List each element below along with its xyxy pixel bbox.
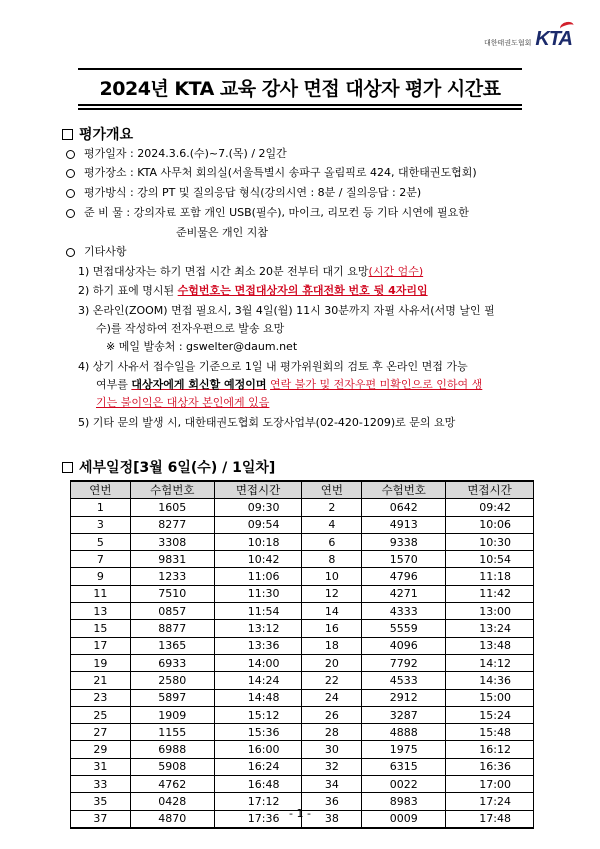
interview-time-cell: 15:12 (214, 706, 302, 723)
seq-cell: 18 (302, 637, 362, 654)
interview-time-cell: 13:12 (214, 620, 302, 637)
seq-cell: 38 (302, 810, 362, 828)
overview-item-label: 평가장소 (84, 166, 127, 179)
exam-number-cell: 2912 (362, 689, 446, 706)
table-row (71, 758, 534, 775)
exam-number-cell: 8877 (130, 620, 214, 637)
exam-number-cell: 0642 (362, 499, 446, 516)
note-2-text: 2) 하기 표에 명시된 (78, 284, 178, 297)
overview-item-supplies: 준 비 물 : 강의자료 포함 개인 USB(필수), 마이크, 리모컨 등 기타 시연에 필요한 (66, 205, 469, 221)
schedule-heading (62, 457, 275, 477)
overview-item-label: 평가방식 (84, 186, 127, 199)
header-cell: 수험번호 (362, 481, 446, 499)
interview-time-cell: 09:54 (214, 516, 302, 533)
exam-number-cell: 4913 (362, 516, 446, 533)
exam-number-cell: 0022 (362, 776, 446, 793)
misc-heading-text: 기타사항 (84, 245, 127, 258)
circle-bullet-icon (66, 150, 75, 159)
interview-time-cell: 15:24 (446, 706, 534, 723)
interview-time-cell: 16:48 (214, 776, 302, 793)
header-cell: 연번 (302, 481, 362, 499)
interview-time-cell: 13:00 (446, 603, 534, 620)
overview-heading (62, 124, 133, 144)
seq-cell: 11 (71, 585, 131, 602)
exam-number-cell: 4796 (362, 568, 446, 585)
note-4-bold: 대상자에게 회신할 예정이며 (131, 378, 267, 391)
interview-time-cell: 14:36 (446, 672, 534, 689)
interview-time-cell: 11:06 (214, 568, 302, 585)
table-row (71, 706, 534, 723)
seq-cell: 16 (302, 620, 362, 637)
interview-time-cell: 17:12 (214, 793, 302, 810)
exam-number-cell: 9338 (362, 533, 446, 550)
interview-time-cell: 10:06 (446, 516, 534, 533)
seq-cell: 10 (302, 568, 362, 585)
interview-time-cell: 09:30 (214, 499, 302, 516)
seq-cell: 36 (302, 793, 362, 810)
exam-number-cell: 8277 (130, 516, 214, 533)
interview-time-cell: 16:12 (446, 741, 534, 758)
circle-bullet-icon (66, 189, 75, 198)
overview-item-value: 강의자료 포함 개인 USB(필수), 마이크, 리모컨 등 기타 시연에 필요한 (133, 206, 469, 219)
note-5-text: 5) 기타 문의 발생 시, 대한태권도협회 도장사업부(02-420-1209)로 문의 요망 (78, 416, 456, 429)
exam-number-cell: 4333 (362, 603, 446, 620)
exam-number-cell: 5908 (130, 758, 214, 775)
exam-number-cell: 1365 (130, 637, 214, 654)
exam-number-cell: 4096 (362, 637, 446, 654)
exam-number-cell: 0428 (130, 793, 214, 810)
schedule-table (70, 480, 534, 829)
page-title: 2024년 KTA 교육 강사 면접 대상자 평가 시간표 (99, 77, 501, 100)
note-1-text: 1) 면접대상자는 하기 면접 시간 최소 20분 전부터 대기 요망 (78, 265, 369, 278)
seq-cell: 1 (71, 499, 131, 516)
note-2 (78, 282, 548, 300)
interview-time-cell: 16:00 (214, 741, 302, 758)
seq-cell: 7 (71, 551, 131, 568)
seq-cell: 9 (71, 568, 131, 585)
circle-bullet-icon (66, 209, 75, 218)
exam-number-cell: 4271 (362, 585, 446, 602)
overview-item-label: 준 비 물 (84, 206, 123, 219)
seq-cell: 24 (302, 689, 362, 706)
exam-number-cell: 4888 (362, 724, 446, 741)
seq-cell: 13 (71, 603, 131, 620)
seq-cell: 33 (71, 776, 131, 793)
circle-bullet-icon (66, 248, 75, 257)
square-bullet-icon (62, 462, 73, 473)
seq-cell: 19 (71, 654, 131, 671)
exam-number-cell: 3308 (130, 533, 214, 550)
note-3-text: 3) 온라인(ZOOM) 면접 필요시, 3월 4일(월) 11시 30분까지 자필 사유서(서명 날인 필 (78, 304, 495, 317)
interview-time-cell: 13:48 (446, 637, 534, 654)
logo-mark (535, 28, 572, 51)
seq-cell: 14 (302, 603, 362, 620)
exam-number-cell: 1570 (362, 551, 446, 568)
table-row (71, 637, 534, 654)
exam-number-cell: 1155 (130, 724, 214, 741)
interview-time-cell: 14:12 (446, 654, 534, 671)
seq-cell: 6 (302, 533, 362, 550)
exam-number-cell: 9831 (130, 551, 214, 568)
interview-time-cell: 10:42 (214, 551, 302, 568)
interview-time-cell: 10:18 (214, 533, 302, 550)
interview-time-cell: 16:36 (446, 758, 534, 775)
note-4-text: 4) 상기 사유서 접수일을 기준으로 1일 내 평가위원회의 검토 후 온라인 면접 가능 (78, 360, 468, 373)
interview-time-cell: 15:36 (214, 724, 302, 741)
table-row (71, 689, 534, 706)
table-row (71, 499, 534, 516)
interview-time-cell: 14:48 (214, 689, 302, 706)
seq-cell: 32 (302, 758, 362, 775)
exam-number-cell: 6315 (362, 758, 446, 775)
overview-heading-text: 평가개요 (79, 127, 134, 143)
table-row (71, 776, 534, 793)
header-cell: 연번 (71, 481, 131, 499)
seq-cell: 20 (302, 654, 362, 671)
seq-cell: 37 (71, 810, 131, 828)
interview-time-cell: 11:54 (214, 603, 302, 620)
interview-time-cell: 17:48 (446, 810, 534, 828)
logo-swoosh-icon (559, 20, 575, 33)
interview-time-cell: 10:54 (446, 551, 534, 568)
seq-cell: 4 (302, 516, 362, 533)
interview-time-cell: 13:24 (446, 620, 534, 637)
note-4-red-cont: 기는 불이익은 대상자 본인에게 있음 (96, 396, 270, 409)
interview-time-cell: 11:42 (446, 585, 534, 602)
interview-time-cell: 11:30 (214, 585, 302, 602)
schedule-table-body (71, 499, 534, 828)
exam-number-cell: 4762 (130, 776, 214, 793)
table-row (71, 741, 534, 758)
note-1-emphasis: (시간 엄수) (368, 265, 424, 278)
note-5 (78, 414, 548, 432)
exam-number-cell: 8983 (362, 793, 446, 810)
note-4 (78, 358, 548, 412)
note-3-email: ※ 메일 발송처 : gswelter@daum.net (106, 340, 298, 353)
seq-cell: 26 (302, 706, 362, 723)
exam-number-cell: 6933 (130, 654, 214, 671)
seq-cell: 25 (71, 706, 131, 723)
title-box (78, 68, 522, 106)
schedule-heading-text: 세부일정[3월 6일(수) / 1일차] (79, 460, 276, 476)
circle-bullet-icon (66, 169, 75, 178)
interview-time-cell: 09:42 (446, 499, 534, 516)
seq-cell: 3 (71, 516, 131, 533)
seq-cell: 28 (302, 724, 362, 741)
overview-item-value: 2024.3.6.(수)~7.(목) / 2일간 (137, 147, 287, 160)
square-bullet-icon (62, 129, 73, 140)
overview-item-value: KTA 사무처 회의실(서울특별시 송파구 올림픽로 424, 대한태권도협회) (137, 166, 477, 179)
interview-time-cell: 16:24 (214, 758, 302, 775)
interview-time-cell: 10:30 (446, 533, 534, 550)
overview-item-date: 평가일자 : 2024.3.6.(수)~7.(목) / 2일간 (66, 146, 287, 162)
exam-number-cell: 1605 (130, 499, 214, 516)
seq-cell: 17 (71, 637, 131, 654)
interview-time-cell: 15:48 (446, 724, 534, 741)
overview-item-place: 평가장소 : KTA 사무처 회의실(서울특별시 송파구 올림픽로 424, 대한태권도협회) (66, 165, 477, 181)
table-row (71, 516, 534, 533)
note-3-cont: 수)를 작성하여 전자우편으로 발송 요망 (96, 322, 285, 335)
exam-number-cell: 6988 (130, 741, 214, 758)
note-4-red: 연락 불가 및 전자우편 미확인으로 인하여 생 (270, 378, 483, 391)
page-number: - 1 - (289, 807, 311, 820)
seq-cell: 35 (71, 793, 131, 810)
misc-heading (66, 244, 127, 260)
interview-time-cell: 11:18 (446, 568, 534, 585)
exam-number-cell: 4533 (362, 672, 446, 689)
seq-cell: 12 (302, 585, 362, 602)
exam-number-cell: 3287 (362, 706, 446, 723)
note-3 (78, 302, 548, 356)
table-row (71, 585, 534, 602)
overview-item-method: 평가방식 : 강의 PT 및 질의응답 형식(강의시연 : 8분 / 질의응답 : 2분) (66, 185, 421, 201)
seq-cell: 22 (302, 672, 362, 689)
exam-number-cell: 5897 (130, 689, 214, 706)
seq-cell: 34 (302, 776, 362, 793)
exam-number-cell: 7792 (362, 654, 446, 671)
seq-cell: 8 (302, 551, 362, 568)
table-row (71, 603, 534, 620)
header-cell: 면접시간 (214, 481, 302, 499)
interview-time-cell: 14:00 (214, 654, 302, 671)
logo-mark-text: KTA (535, 28, 572, 50)
table-row (71, 620, 534, 637)
seq-cell: 5 (71, 533, 131, 550)
seq-cell: 30 (302, 741, 362, 758)
exam-number-cell: 1909 (130, 706, 214, 723)
overview-item-value-cont: 준비물은 개인 지참 (176, 226, 269, 239)
table-row (71, 654, 534, 671)
header-cell: 수험번호 (130, 481, 214, 499)
table-header-row (71, 481, 534, 499)
interview-time-cell: 15:00 (446, 689, 534, 706)
exam-number-cell: 0857 (130, 603, 214, 620)
interview-time-cell: 17:24 (446, 793, 534, 810)
table-row (71, 551, 534, 568)
seq-cell: 21 (71, 672, 131, 689)
interview-time-cell: 17:00 (446, 776, 534, 793)
seq-cell: 15 (71, 620, 131, 637)
exam-number-cell: 1233 (130, 568, 214, 585)
exam-number-cell: 0009 (362, 810, 446, 828)
overview-item-supplies-cont (176, 225, 268, 241)
interview-time-cell: 17:36 (214, 810, 302, 828)
overview-item-label: 평가일자 (84, 147, 127, 160)
seq-cell: 29 (71, 741, 131, 758)
seq-cell: 27 (71, 724, 131, 741)
note-1 (78, 263, 548, 281)
seq-cell: 23 (71, 689, 131, 706)
seq-cell: 31 (71, 758, 131, 775)
table-row (71, 533, 534, 550)
interview-time-cell: 14:24 (214, 672, 302, 689)
overview-item-value: 강의 PT 및 질의응답 형식(강의시연 : 8분 / 질의응답 : 2분) (137, 186, 422, 199)
interview-time-cell: 13:36 (214, 637, 302, 654)
note-4-text-b: 여부를 (96, 378, 132, 391)
exam-number-cell: 1975 (362, 741, 446, 758)
table-row (71, 672, 534, 689)
table-row (71, 568, 534, 585)
exam-number-cell: 4870 (130, 810, 214, 828)
exam-number-cell: 5559 (362, 620, 446, 637)
header-cell: 면접시간 (446, 481, 534, 499)
logo-org-text: 대한태권도협회 (484, 39, 532, 47)
kta-logo (484, 28, 572, 51)
exam-number-cell: 7510 (130, 585, 214, 602)
table-row (71, 724, 534, 741)
note-2-emphasis: 수험번호는 면접대상자의 휴대전화 번호 뒷 4자리임 (177, 284, 428, 297)
seq-cell: 2 (302, 499, 362, 516)
exam-number-cell: 2580 (130, 672, 214, 689)
